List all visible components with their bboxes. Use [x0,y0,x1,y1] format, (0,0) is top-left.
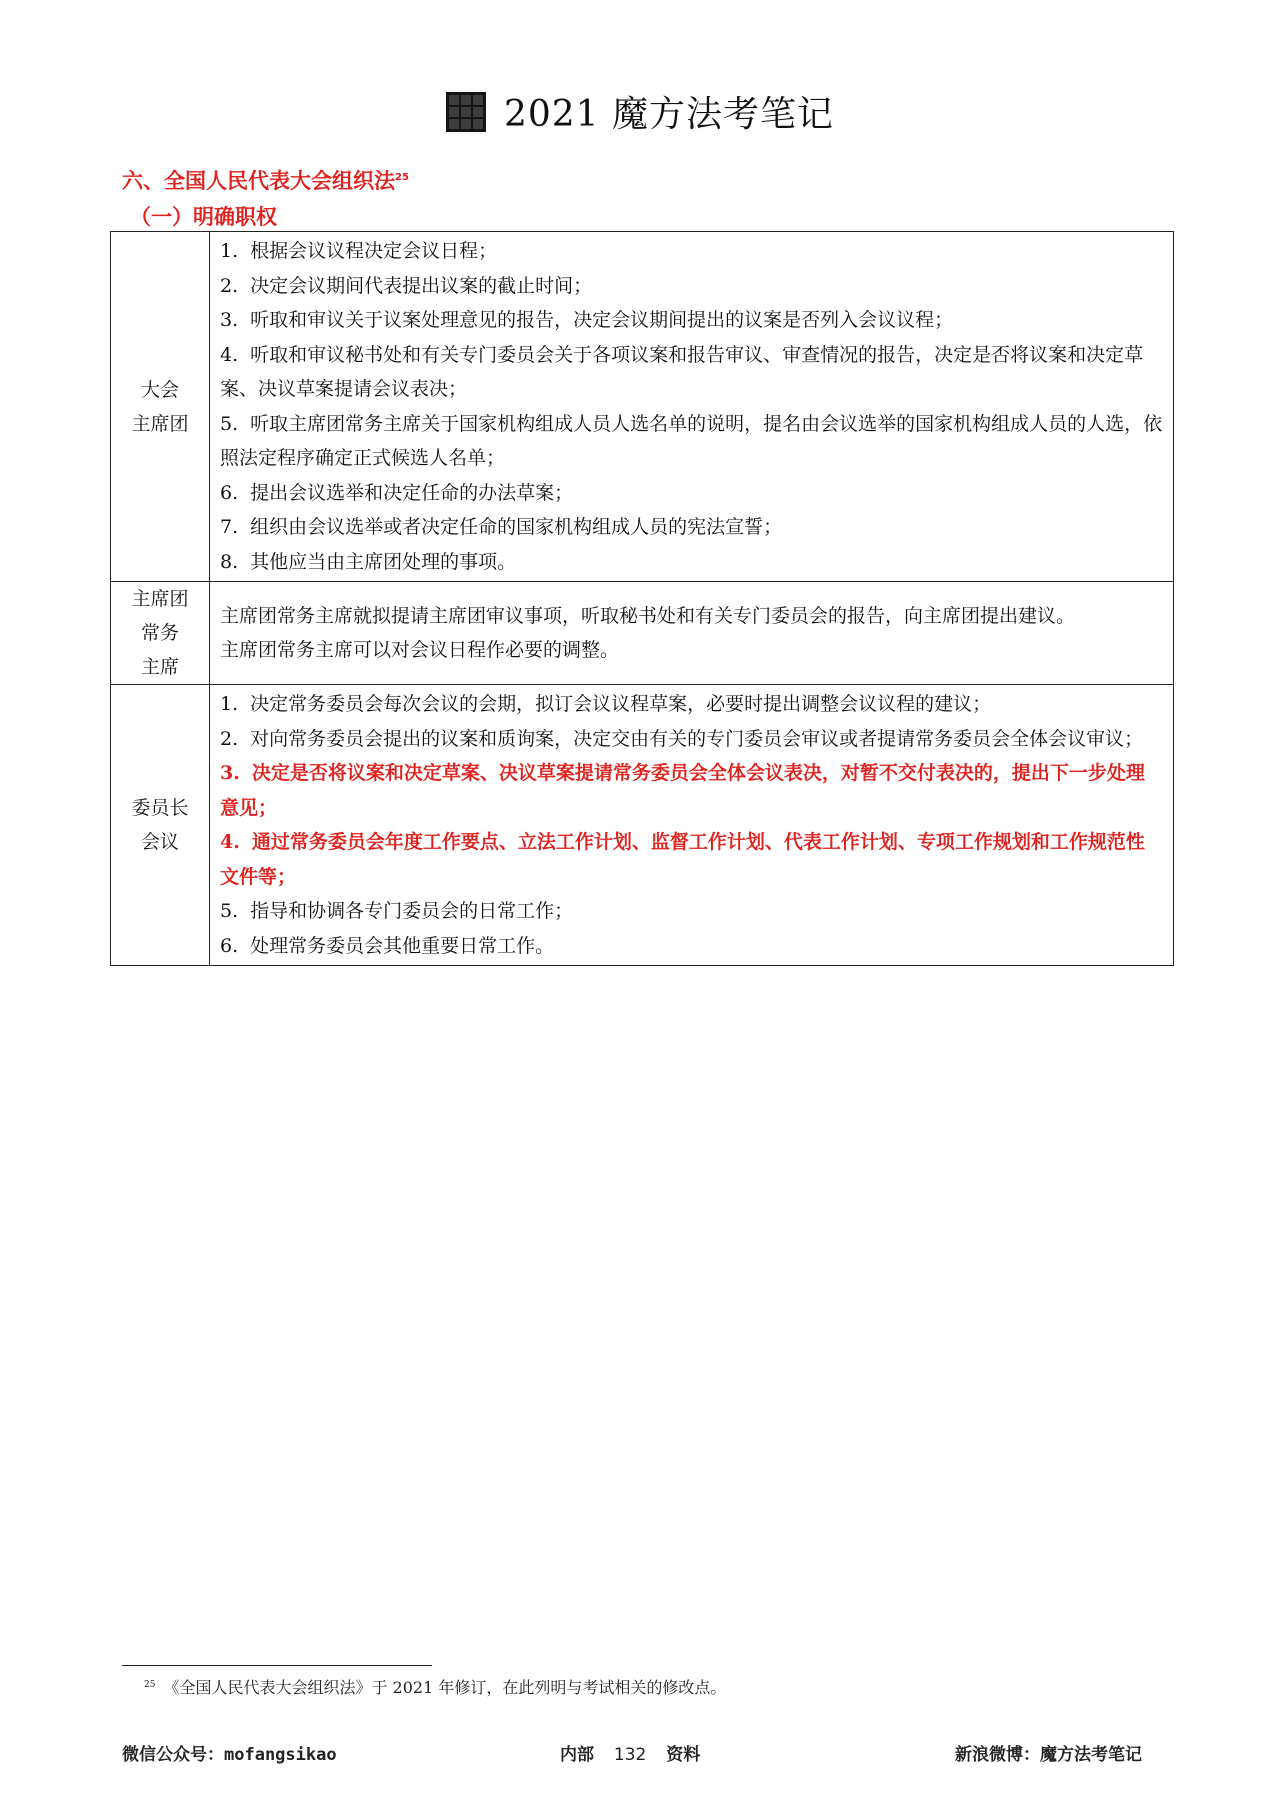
item-text: 提出会议选举和决定任命的办法草案； [250,481,574,504]
page-title: 2021 魔方法考笔记 [503,94,835,135]
item-number: 6. [220,934,239,957]
item-text: 听取和审议关于议案处理意见的报告，决定会议期间提出的议案是否列入会议议程； [250,309,954,331]
row-content [210,582,1174,685]
row-content [210,232,1174,582]
list-item [220,599,1163,634]
footer-wechat-label: 微信公众号： [122,1745,224,1765]
subsection-title: （一）明确职权 [130,205,277,229]
item-number: 7. [220,516,239,538]
item-text: 组织由会议选举或者决定任命的国家机构组成人员的宪法宣誓； [250,516,783,538]
list-item [220,687,1163,722]
list-item [220,476,1163,511]
item-number: 5. [220,412,239,435]
list-item [220,303,1163,338]
item-text: 主席团常务主席就拟提请主席团审议事项，听取秘书处和有关专门委员会的报告，向主席团提出建议。 [220,604,1076,627]
item-number: 1. [220,693,239,715]
footer-page [560,1740,700,1765]
item-text: 听取和审议秘书处和有关专门委员会关于各项议案和报告审议、审查情况的报告，决定是否将议案和决定草案、决议草案提请会议表决； [220,343,1144,400]
item-number: 4. [220,831,240,853]
list-item [220,929,1163,964]
item-number: 5. [220,900,239,922]
item-number: 3. [220,762,240,784]
footnote-text: 《全国人民代表大会组织法》于 2021 年修订，在此列明与考试相关的修改点。 [163,1678,727,1697]
footnote-number: 25 [144,1679,156,1690]
footer-weibo: 新浪微博：魔方法考笔记 [955,1745,1142,1765]
footer-internal-label: 内部 [560,1745,594,1765]
item-number: 2. [220,727,239,750]
page-number: 132 [613,1745,647,1765]
item-number: 2. [220,274,239,297]
footnote [144,1675,726,1698]
section-title [122,165,409,195]
footer-material-label: 资料 [666,1745,701,1765]
item-text: 决定会议期间代表提出议案的截止时间； [250,274,593,297]
footnote-ref[interactable]: 25 [395,172,409,183]
list-item [220,825,1163,894]
item-number: 1. [220,240,239,262]
item-text: 听取主席团常务主席关于国家机构组成人员人选名单的说明，提名由会议选举的国家机构组成人员的人选，依照法定程序确定正式候选人名单； [220,412,1163,469]
row-content [210,685,1174,966]
row-label: 委员长 会议 [111,685,210,966]
list-item [220,756,1163,825]
list-item [220,407,1163,476]
footer-wechat [122,1740,337,1765]
footnote-divider [122,1665,432,1666]
list-item [220,545,1163,580]
list-item [220,338,1163,407]
item-text: 主席团常务主席可以对会议日程作必要的调整。 [220,639,620,661]
table-row [111,685,1174,966]
list-item [220,234,1163,269]
list-item [220,269,1163,304]
row-label: 主席团 常务 主席 [111,582,210,685]
table-row [111,232,1174,582]
list-item [220,722,1163,757]
powers-table [110,231,1174,966]
rubiks-cube-icon [446,92,486,132]
list-item [220,894,1163,929]
footer-wechat-account: mofangsikao [224,1745,337,1765]
page-header [0,86,1280,137]
item-text: 其他应当由主席团处理的事项。 [250,550,517,573]
item-text: 对向常务委员会提出的议案和质询案，决定交由有关的专门委员会审议或者提请常务委员会全体会议审议； [250,727,1144,750]
table-row [111,582,1174,685]
list-item [220,510,1163,545]
item-text: 决定是否将议案和决定草案、决议草案提请常务委员会全体会议表决，对暂不交付表决的，提出下一步处理意见； [220,762,1145,819]
item-text: 通过常务委员会年度工作要点、立法工作计划、监督工作计划、代表工作计划、专项工作规划和工作规范性文件等； [220,831,1145,888]
item-text: 指导和协调各专门委员会的日常工作； [250,900,574,922]
item-number: 6. [220,481,239,504]
item-text: 根据会议议程决定会议日程； [250,240,498,262]
item-number: 3. [220,309,239,331]
section-title-text: 六、全国人民代表大会组织法 [122,169,395,193]
item-number: 8. [220,550,239,573]
item-text: 处理常务委员会其他重要日常工作。 [250,934,555,957]
row-label: 大会 主席团 [111,232,210,582]
list-item [220,633,1163,668]
item-text: 决定常务委员会每次会议的会期，拟订会议议程草案，必要时提出调整会议议程的建议； [250,693,992,715]
item-number: 4. [220,343,239,366]
